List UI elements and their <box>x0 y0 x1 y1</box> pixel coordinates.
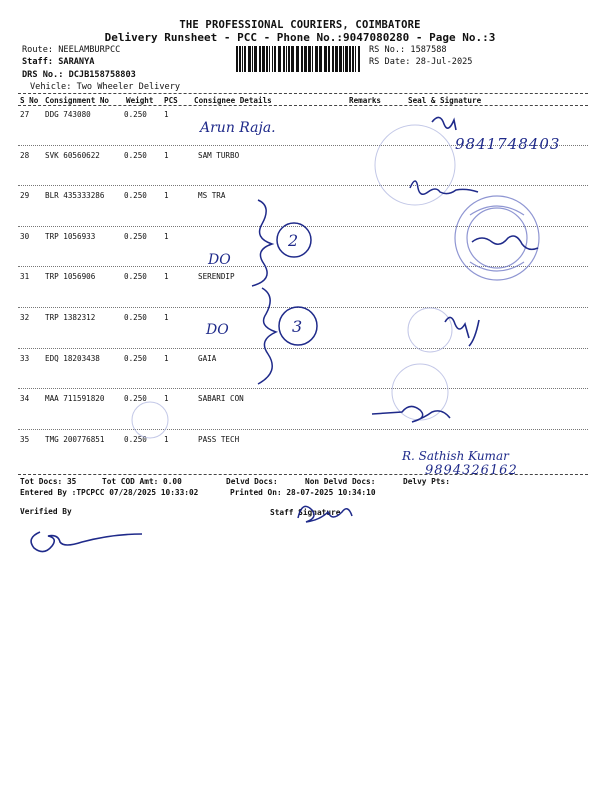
company-title: THE PROFESSIONAL COURIERS, COIMBATORE <box>179 19 421 31</box>
barcode-bar <box>244 46 246 72</box>
staff-signature-label: Staff Signature <box>270 508 341 517</box>
circle-3-number: 3 <box>292 317 303 336</box>
row-pcs: 1 <box>164 394 169 404</box>
rs-number: RS No.: 1587588 <box>369 45 447 55</box>
row-sno: 30 <box>20 231 30 241</box>
col-consignment: Consignment No <box>45 96 110 105</box>
row-consignee: PASS TECH <box>198 434 240 444</box>
barcode-bar <box>332 46 334 72</box>
row-sno: 32 <box>20 313 30 322</box>
row-weight: 0.250 <box>124 191 147 201</box>
row-pcs: 1 <box>164 150 169 160</box>
vehicle-label: Vehicle: Two Wheeler Delivery <box>30 82 181 92</box>
handwritten-do-32: DO <box>206 322 229 338</box>
barcode-bar <box>262 46 265 72</box>
barcode-bar <box>266 46 268 72</box>
signature-27-icon <box>432 117 456 130</box>
signature-29-icon <box>410 181 478 194</box>
row-sno: 31 <box>20 272 30 282</box>
barcode-bar <box>286 46 287 72</box>
row-weight: 0.250 <box>124 353 147 363</box>
row-divider <box>18 429 588 430</box>
handwritten-phone-35: 9894326162 <box>425 463 518 478</box>
barcode-bar <box>239 46 241 72</box>
row-weight: 0.250 <box>124 434 147 444</box>
barcode-bar <box>242 46 243 72</box>
row-consignee: MS TRA <box>198 191 226 201</box>
handwritten-phone-27: 9841748403 <box>455 135 561 153</box>
row-consignee: SERENDIP <box>198 272 235 282</box>
row-weight: 0.250 <box>124 313 147 322</box>
printed-on: Printed On: 28-07-2025 10:34:10 <box>230 488 376 497</box>
row-consignment: TRP 1056906 <box>45 272 96 282</box>
row-pcs: 1 <box>164 272 169 282</box>
barcode-bar <box>355 46 356 72</box>
row-divider <box>18 388 588 389</box>
row-consignment: EDQ 18203438 <box>45 353 100 363</box>
row-pcs: 1 <box>164 191 169 201</box>
barcode-bar <box>349 46 351 72</box>
row-weight: 0.250 <box>124 394 147 404</box>
row-sno: 35 <box>20 434 30 444</box>
row-pcs: 1 <box>164 313 169 322</box>
barcode-bar <box>345 46 348 72</box>
row-weight: 0.250 <box>124 231 147 241</box>
drs-label: DRS No.: DCJB158758803 <box>22 70 136 80</box>
delivered-docs: Delvd Docs: <box>226 477 278 486</box>
row-consignment: TRP 1056933 <box>45 231 96 241</box>
col-consignee: Consignee Details <box>194 96 272 105</box>
row-consignment: MAA 711591820 <box>45 394 105 404</box>
row-consignment: TMG 200776851 <box>45 434 105 444</box>
row-divider <box>18 226 588 227</box>
barcode-bar <box>301 46 303 72</box>
row-consignment: BLR 435333286 <box>45 191 105 201</box>
verified-by: Verified By <box>20 507 72 516</box>
runsheet-title: Delivery Runsheet - PCC - Phone No.:9047080280 - Page No.:3 <box>104 31 496 44</box>
table-rule-bottom <box>18 474 588 475</box>
barcode-bar <box>278 46 281 72</box>
circle-2-number: 2 <box>288 231 299 250</box>
barcode-bar <box>236 46 238 72</box>
row-divider <box>18 185 588 186</box>
brace-icon <box>252 200 272 286</box>
row-sno: 33 <box>20 353 30 363</box>
col-remarks: Remarks <box>349 96 382 105</box>
row-pcs: 1 <box>164 353 169 363</box>
brace-2-icon <box>258 288 276 384</box>
row-pcs: 1 <box>164 231 169 241</box>
delivery-stamp-icon <box>455 196 539 280</box>
row-divider <box>18 307 588 308</box>
barcode-bar <box>254 46 257 72</box>
row-consignee: SABARI CON <box>198 394 244 404</box>
handwritten-name-35: R. Sathish Kumar <box>402 449 509 463</box>
row-consignment: TRP 1382312 <box>45 313 96 322</box>
staff-label: Staff: SARANYA <box>22 57 95 67</box>
delivery-points: Delvy Pts: <box>403 477 450 486</box>
barcode-bar <box>352 46 354 72</box>
row-pcs: 1 <box>164 110 169 119</box>
circle-3-icon <box>279 307 317 345</box>
col-seal-signature: Seal & Signature <box>408 96 482 105</box>
header-rule-top <box>18 93 588 94</box>
barcode-bar <box>272 46 273 72</box>
row-sno: 28 <box>20 150 30 160</box>
row-consignee: SAM TURBO <box>198 150 240 160</box>
barcode-bar <box>288 46 290 72</box>
total-cod: Tot COD Amt: 0.00 <box>102 477 182 486</box>
barcode-bar <box>335 46 338 72</box>
barcode-bar <box>308 46 311 72</box>
barcode-icon <box>236 46 362 72</box>
row-sno: 34 <box>20 394 30 404</box>
barcode-bar <box>339 46 342 72</box>
row-consignment: SVK 60560622 <box>45 150 100 160</box>
barcode-bar <box>343 46 344 72</box>
route-label: Route: NEELAMBURPCC <box>22 45 121 55</box>
handwritten-do-30: DO <box>208 252 231 268</box>
col-weight: Weight <box>126 96 154 105</box>
row-consignee: GAIA <box>198 353 217 363</box>
col-pcs: PCS <box>164 96 178 105</box>
row-consignment: DDG 743080 <box>45 110 91 119</box>
barcode-bar <box>319 46 322 72</box>
header-rule-bottom <box>18 105 588 106</box>
row-sno: 29 <box>20 191 30 201</box>
rs-date: RS Date: 28-Jul-2025 <box>369 57 473 67</box>
circle-2-icon <box>277 223 311 257</box>
barcode-bar <box>269 46 270 72</box>
row-weight: 0.250 <box>124 110 147 119</box>
barcode-bar <box>328 46 330 72</box>
barcode-bar <box>259 46 261 72</box>
barcode-bar <box>324 46 327 72</box>
row-divider <box>18 266 588 267</box>
barcode-bar <box>248 46 251 72</box>
barcode-bar <box>291 46 294 72</box>
total-docs: Tot Docs: 35 <box>20 477 77 486</box>
signature-34-icon <box>372 406 450 422</box>
row-divider <box>18 348 588 349</box>
barcode-bar <box>296 46 299 72</box>
row-pcs: 1 <box>164 434 169 444</box>
non-delivered-docs: Non Delvd Docs: <box>305 477 376 486</box>
barcode-bar <box>304 46 307 72</box>
barcode-bar <box>274 46 276 72</box>
row-weight: 0.250 <box>124 272 147 282</box>
signature-32-icon <box>445 317 479 346</box>
barcode-bar <box>283 46 285 72</box>
row-sno: 27 <box>20 110 30 119</box>
verified-signature-icon <box>31 532 142 552</box>
barcode-bar <box>312 46 313 72</box>
signature-30-icon <box>472 236 538 249</box>
barcode-bar <box>252 46 253 72</box>
barcode-bar <box>358 46 360 72</box>
barcode-bar <box>315 46 318 72</box>
entered-by: Entered By :TPCPCC 07/28/2025 10:33:02 <box>20 488 199 497</box>
col-sno: S No <box>20 96 39 105</box>
faint-stamp-icon <box>132 125 455 438</box>
row-weight: 0.250 <box>124 150 147 160</box>
handwritten-name-27: Arun Raja. <box>200 120 276 136</box>
row-divider <box>18 145 588 146</box>
